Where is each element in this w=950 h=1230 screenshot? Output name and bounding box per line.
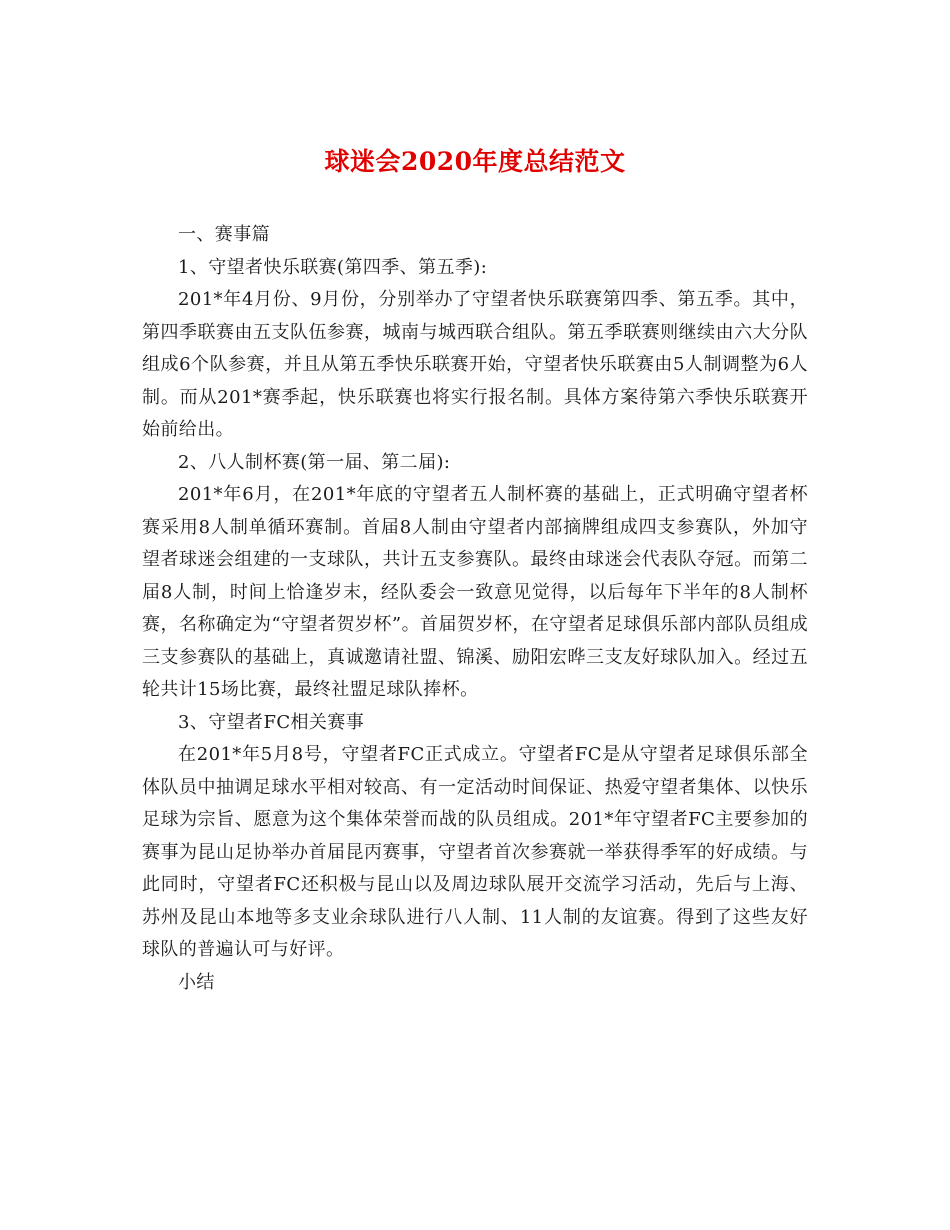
paragraph-happy-league: 201*年4月份、9月份，分别举办了守望者快乐联赛第四季、第五季。其中，第四季联赛由五支队伍参赛，城南与城西联合组队。第五季联赛则继续由六大分队组成6个队参赛，并且从第五季快乐联赛开始，守望者快乐联赛由5人制调整为6人制。而从201*赛季起，快乐联赛也将实行报名制。具体方案待第六季快乐联赛开始前给出。 (142, 289, 808, 440)
subheading-happy-league: 1、守望者快乐联赛(第四季、第五季): (178, 256, 488, 278)
subheading-watchers-fc: 3、守望者FC相关赛事 (178, 711, 365, 733)
subheading-summary: 小结 (178, 971, 215, 993)
paragraph-watchers-fc: 在201*年5月8号，守望者FC正式成立。守望者FC是从守望者足球俱乐部全体队员中抽调足球水平相对较高、有一定活动时间保证、热爱守望者集体、以快乐足球为宗旨、愿意为这个集体荣誉而战的队员组成。201*年守望者FC主要参加的赛事为昆山足协举办首届昆丙赛事，守望者首次参赛就一举获得季军的好成绩。与此同时，守望者FC还积极与昆山以及周边球队展开交流学习活动，先后与上海、苏州及昆山本地等多支业余球队进行八人制、11人制的友谊赛。得到了这些友好球队的普遍认可与好评。 (142, 744, 808, 960)
paragraph-eight-a-side-cup: 201*年6月，在201*年底的守望者五人制杯赛的基础上，正式明确守望者杯赛采用8人制单循环赛制。首届8人制由守望者内部摘牌组成四支参赛队，外加守望者球迷会组建的一支球队，共计五支参赛队。最终由球迷会代表队夺冠。而第二届8人制，时间上恰逢岁末，经队委会一致意见觉得，以后每年下半年的8人制杯赛，名称确定为“守望者贺岁杯”。首届贺岁杯，在守望者足球俱乐部内部队员组成三支参赛队的基础上，真诚邀请社盟、锦溪、励阳宏晔三支友好球队加入。经过五轮共计15场比赛，最终社盟足球队捧杯。 (142, 484, 808, 700)
section-heading-events: 一、赛事篇 (178, 224, 270, 245)
document-title: 球迷会2020年度总结范文 (324, 147, 626, 176)
document-body (142, 219, 808, 999)
subheading-eight-a-side-cup: 2、八人制杯赛(第一届、第二届): (178, 451, 451, 473)
